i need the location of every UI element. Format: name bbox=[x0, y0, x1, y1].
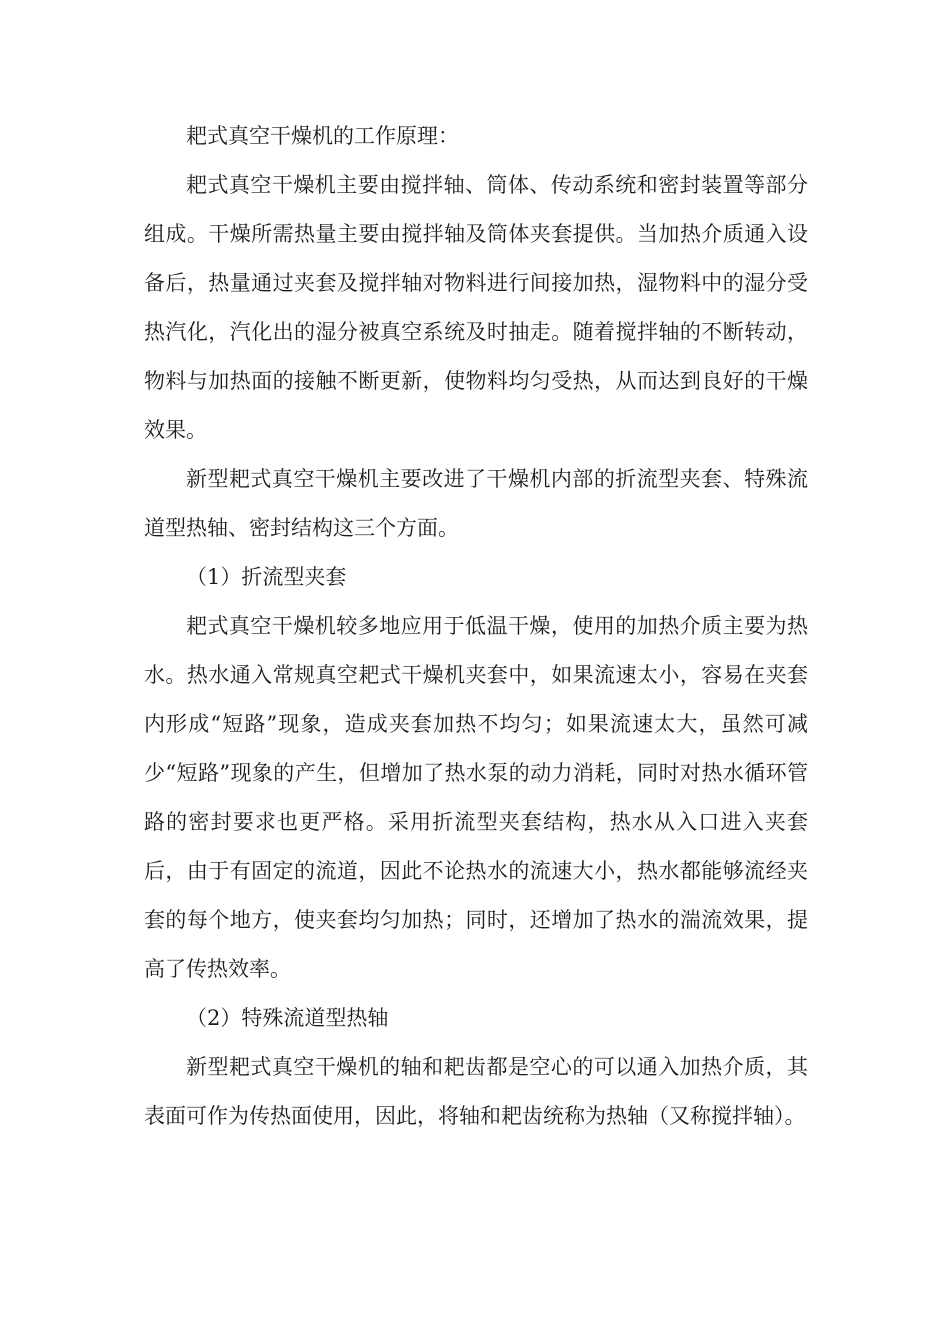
section-heading: 耙式真空干燥机的工作原理： bbox=[186, 124, 459, 148]
subheading-hot-shaft: （2）特殊流道型热轴 bbox=[186, 1006, 389, 1030]
document-body bbox=[144, 112, 808, 1141]
paragraph-improvements: 新型耙式真空干燥机主要改进了干燥机内部的折流型夹套、特殊流道型热轴、密封结构这三个方面。 bbox=[144, 467, 808, 540]
paragraph-baffle-jacket: 耙式真空干燥机较多地应用于低温干燥，使用的加热介质主要为热水。热水通入常规真空耙式干燥机夹套中，如果流速太小，容易在夹套内形成“短路”现象，造成夹套加热不均匀；如果流速太大，虽然可减少“短路”现象的产生，但增加了热水泵的动力消耗，同时对热水循环管路的密封要求也更严格。采用折流型夹套结构，热水从入口进入夹套后，由于有固定的流道，因此不论热水的流速大小，热水都能够流经夹套的每个地方，使夹套均匀加热；同时，还增加了热水的湍流效果，提高了传热效率。 bbox=[144, 614, 808, 981]
subheading-baffle-jacket: （1）折流型夹套 bbox=[186, 565, 347, 589]
paragraph-hot-shaft: 新型耙式真空干燥机的轴和耙齿都是空心的可以通入加热介质，其表面可作为传热面使用，因此，将轴和耙齿统称为热轴（又称搅拌轴）。 bbox=[144, 1055, 808, 1128]
paragraph-working-principle: 耙式真空干燥机主要由搅拌轴、筒体、传动系统和密封装置等部分组成。干燥所需热量主要由搅拌轴及筒体夹套提供。当加热介质通入设备后，热量通过夹套及搅拌轴对物料进行间接加热，湿物料中的湿分受热汽化，汽化出的湿分被真空系统及时抽走。随着搅拌轴的不断转动，物料与加热面的接触不断更新，使物料均匀受热，从而达到良好的干燥效果。 bbox=[144, 173, 808, 442]
